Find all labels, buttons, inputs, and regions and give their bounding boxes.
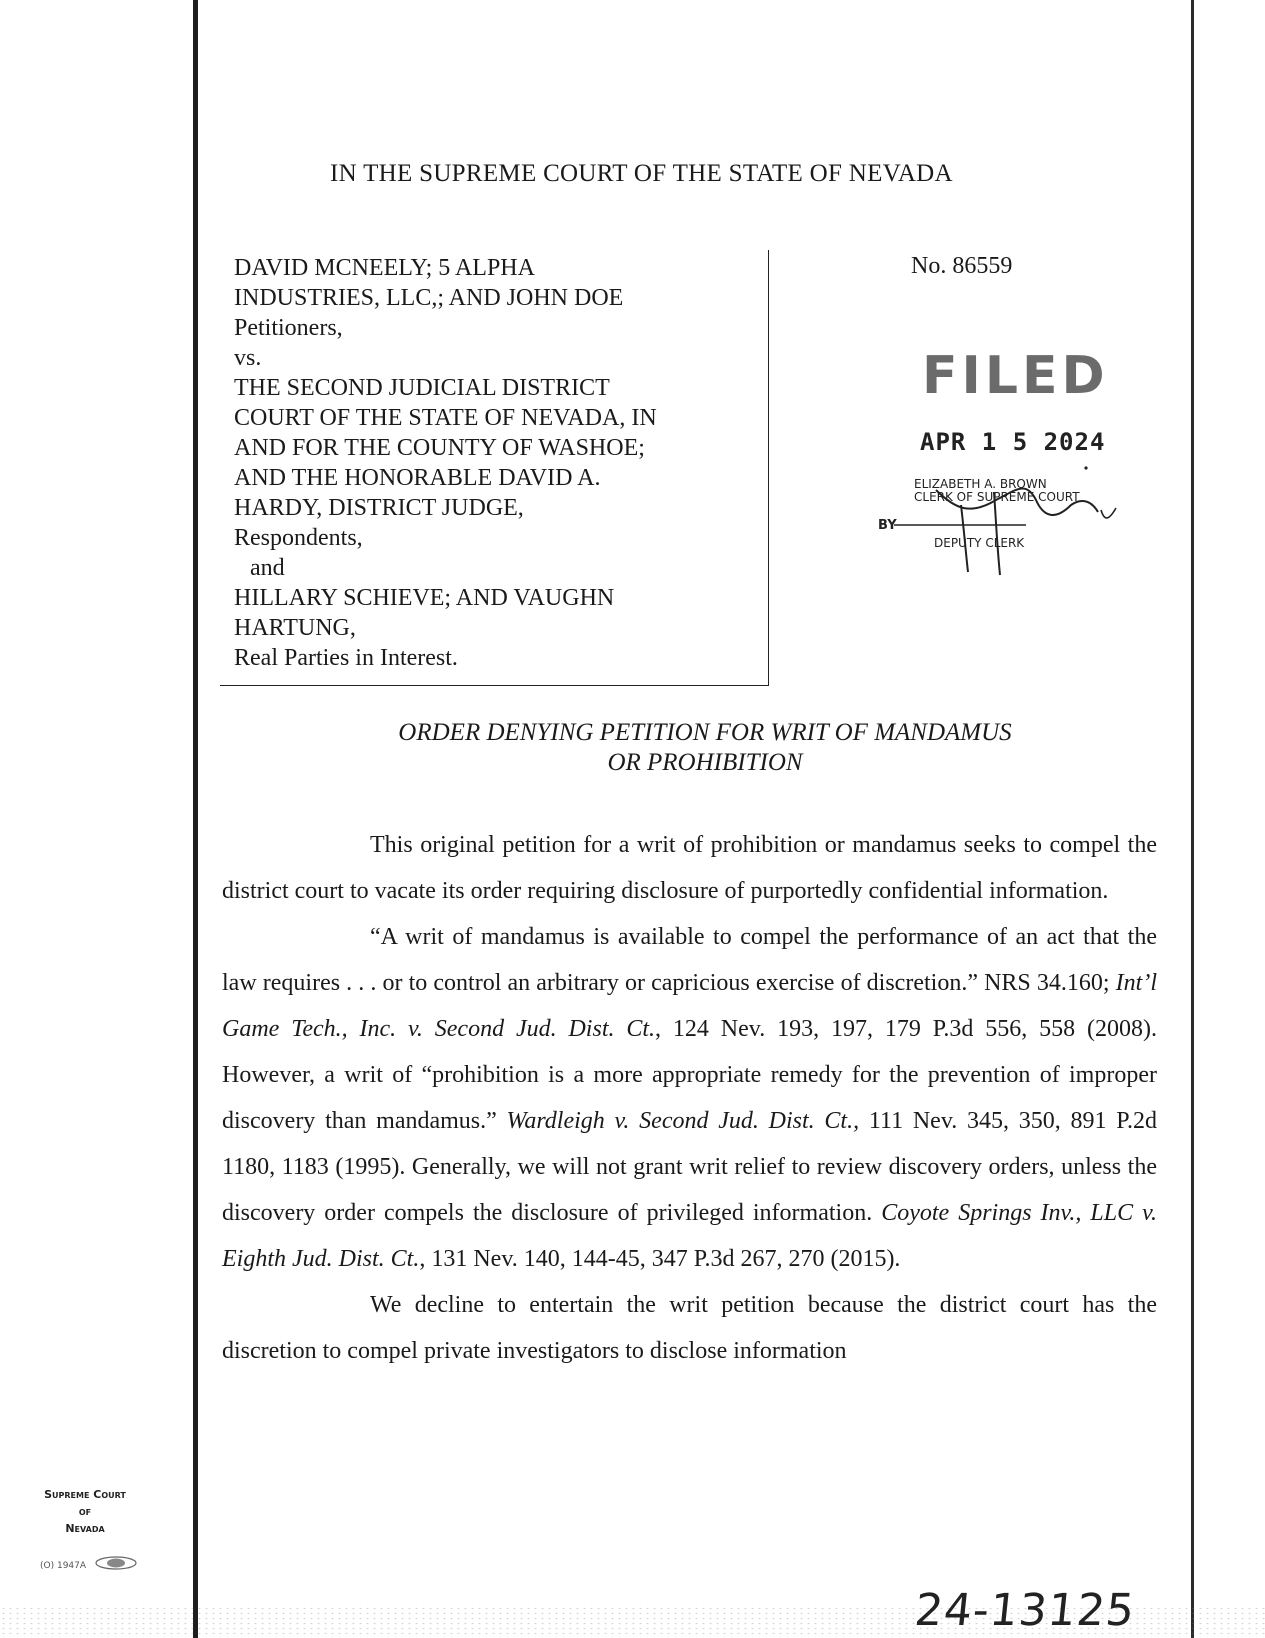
caption-divider: [768, 250, 769, 686]
caption-line: and: [250, 555, 285, 581]
form-code: (O) 1947A: [40, 1561, 87, 1571]
caption-line: HARTUNG,: [234, 615, 356, 641]
deputy-clerk-label: DEPUTY CLERK: [934, 536, 1025, 550]
caption-line: vs.: [234, 345, 262, 371]
caption-underline: [220, 685, 769, 686]
filed-stamp: [876, 340, 1136, 600]
order-body: [222, 822, 1157, 1374]
order-title: [220, 718, 1190, 778]
sidebar-line: Nevada: [65, 1522, 105, 1535]
court-title: IN THE SUPREME COURT OF THE STATE OF NEVADA: [330, 160, 953, 187]
clerk-line: CLERK OF SUPREME COURT: [914, 490, 1080, 504]
sidebar-line: of: [78, 1505, 92, 1518]
citation: Int’l Game Tech., Inc. v. Second Jud. Dist. Ct.: [222, 970, 1157, 1042]
right-margin-rule: [1191, 0, 1194, 1638]
caption-line: Real Parties in Interest.: [234, 645, 458, 671]
caption-line: Petitioners,: [234, 315, 343, 341]
order-title-line: OR PROHIBITION: [607, 749, 803, 776]
paragraph-2: [222, 914, 1157, 1282]
court-sidebar-label: [30, 1486, 140, 1537]
case-number: No. 86559: [911, 253, 1013, 279]
caption-line: Respondents,: [234, 525, 363, 551]
paragraph-1: This original petition for a writ of prohibition or mandamus seeks to compel the district court to vacate its order requiring disclosure of purportedly confidential information.: [222, 832, 1157, 904]
case-caption: [234, 253, 764, 673]
sidebar-line: Supreme Court: [44, 1488, 126, 1501]
text: , 131 Nev. 140, 144-45, 347 P.3d 267, 270 (2015).: [419, 1246, 901, 1272]
by-label: BY: [878, 518, 897, 533]
text: “A writ of mandamus is available to compel the performance of an act that the law requires . . . or to control an arbitrary or capricious exercise of discretion.” NRS 34.160;: [222, 924, 1157, 996]
caption-line: HARDY, DISTRICT JUDGE,: [234, 495, 524, 521]
caption-line: COURT OF THE STATE OF NEVADA, IN: [234, 405, 657, 431]
left-margin-rule: [193, 0, 198, 1638]
order-title-line: ORDER DENYING PETITION FOR WRIT OF MANDAMUS: [398, 719, 1012, 746]
document-number: 24-13125: [912, 1585, 1138, 1636]
filed-date: APR 1 5 2024: [920, 428, 1106, 456]
caption-line: HILLARY SCHIEVE; AND VAUGHN: [234, 585, 615, 611]
seal-icon: [93, 1555, 139, 1571]
caption-line: THE SECOND JUDICIAL DISTRICT: [234, 375, 610, 401]
citation: Wardleigh v. Second Jud. Dist. Ct.,: [506, 1108, 860, 1134]
caption-line: AND THE HONORABLE DAVID A.: [234, 465, 601, 491]
citation: Coyote Springs Inv., LLC v. Eighth Jud. Dist. Ct.: [222, 1200, 1158, 1272]
caption-line: INDUSTRIES, LLC,; AND JOHN DOE: [234, 285, 624, 311]
text: 111 Nev. 345, 350, 891 P.2d 1180, 1183 (1995). Generally, we will not grant writ relief to review discovery orders, unless the discovery order compels the disclosure of privileged information.: [222, 1108, 1157, 1226]
caption-line: DAVID MCNEELY; 5 ALPHA: [234, 255, 535, 281]
text: , 124 Nev. 193, 197, 179 P.3d 556, 558 (2008). However, a writ of “prohibition is a more appropriate remedy for the prevention of improper discovery than mandamus.”: [222, 1016, 1158, 1134]
filed-label: FILED: [922, 346, 1109, 406]
paragraph-3: We decline to entertain the writ petition because the district court has the discretion to compel private investigators to disclose information: [222, 1292, 1157, 1364]
clerk-line: ELIZABETH A. BROWN: [914, 477, 1047, 491]
clerk-signature-icon: [876, 340, 1136, 600]
caption-line: AND FOR THE COUNTY OF WASHOE;: [234, 435, 645, 461]
